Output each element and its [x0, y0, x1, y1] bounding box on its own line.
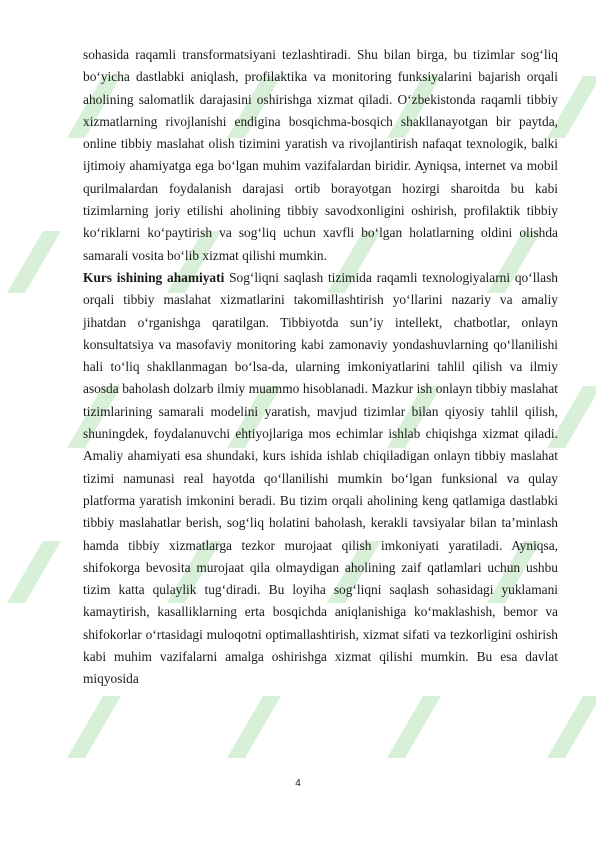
- watermark-mark: [547, 696, 596, 758]
- paragraph-significance-body: Sog‘liqni saqlash tizimida raqamli texnologiyalarni qo‘llash orqali tibbiy maslahat xizmatlarini takomillashtirish yo‘llarini nazariy va amaliy jihatdan o‘rganishga qaratilgan. Tibbiyotda sun’iy intellekt, chatbotlar, onlayn konsultatsiya va masofaviy monitoring kabi zamonaviy yondashuvlarning qo‘llanilishi hali to‘liq shakllanmagan bo‘lsa-da, ularning imkoniyatlarini tahlil qilish va ilmiy asosda baholash dolzarb ilmiy muammo hisoblanadi. Mazkur ish onlayn tibbiy maslahat tizimlarining samarali modelini yaratish, mavjud tizimlar bilan qiyosiy tahlil qilish, shuningdek, foydalanuvchi ehtiyojlariga mos echimlar ishlab chiqishga xizmat qiladi. Amaliy ahamiyati esa shundaki, kurs ishida ishlab chiqiladigan onlayn tibbiy maslahat tizimi namunasi real hayotda qo‘llanilishi mumkin bo‘lgan funksional va qulay platforma yaratish imkonini beradi. Bu tizim orqali aholining keng qatlamiga dastlabki tibbiy maslahatlar berish, sog‘liq holatini baholash, kerakli tavsiyalar bilan ta’minlash hamda tibbiy xizmatlarga tezkor murojaat qilish imkoniyati yaratiladi. Ayniqsa, shifokorga bevosita murojaat qila olmaydigan aholining zaif qatlamlari uchun ushbu tizim katta qulaylik tug‘diradi. Bu loyiha sog‘liqni saqlash sohasidagi yuklamani kamaytirish, kasalliklarning erta bosqichda aniqlanishiga ko‘maklashish, bemor va shifokorlar o‘rtasidagi muloqotni optimallashtirish, xizmat sifati va tezkorligini oshirish kabi muhim vazifalarni amalga oshirishga xizmat qilishi mumkin. Bu esa davlat miqyosida: [83, 269, 558, 687]
- watermark-mark: [67, 696, 121, 758]
- watermark-mark: [227, 696, 281, 758]
- page-number: 4: [295, 778, 301, 789]
- section-heading-significance: Kurs ishining ahamiyati: [83, 269, 225, 285]
- watermark-mark: [7, 541, 61, 603]
- paragraph-significance: [83, 267, 558, 691]
- watermark-mark: [7, 231, 61, 293]
- watermark-mark: [387, 696, 441, 758]
- paragraph-intro: sohasida raqamli transformatsiyani tezlashtiradi. Shu bilan birga, bu tizimlar sog‘liq bo‘yicha dastlabki aniqlash, profilaktika va monitoring funksiyalarini bajarish orqali aholining salomatlik darajasini oshirishga xizmat qiladi. O‘zbekistonda raqamli tibbiy xizmatlarning rivojlanishi endigina bosqichma-bosqich shakllanayotgan bir paytda, online tibbiy maslahat olish tizimini yaratish va rivojlantirish nafaqat texnologik, balki ijtimoiy ahamiyatga ega bo‘lgan muhim vazifalardan biridir. Ayniqsa, internet va mobil qurilmalardan foydalanish darajasi ortib borayotgan hozirgi sharoitda bu kabi tizimlarning joriy etilishi aholining tibbiy savodxonligini oshirish, profilaktik tibbiy ko‘riklarni ko‘paytirish va sog‘liq uchun xavfli bo‘lgan holatlarning oldini olishda samarali vosita bo‘lib xizmat qilishi mumkin.: [83, 47, 558, 263]
- document-body: [83, 44, 558, 691]
